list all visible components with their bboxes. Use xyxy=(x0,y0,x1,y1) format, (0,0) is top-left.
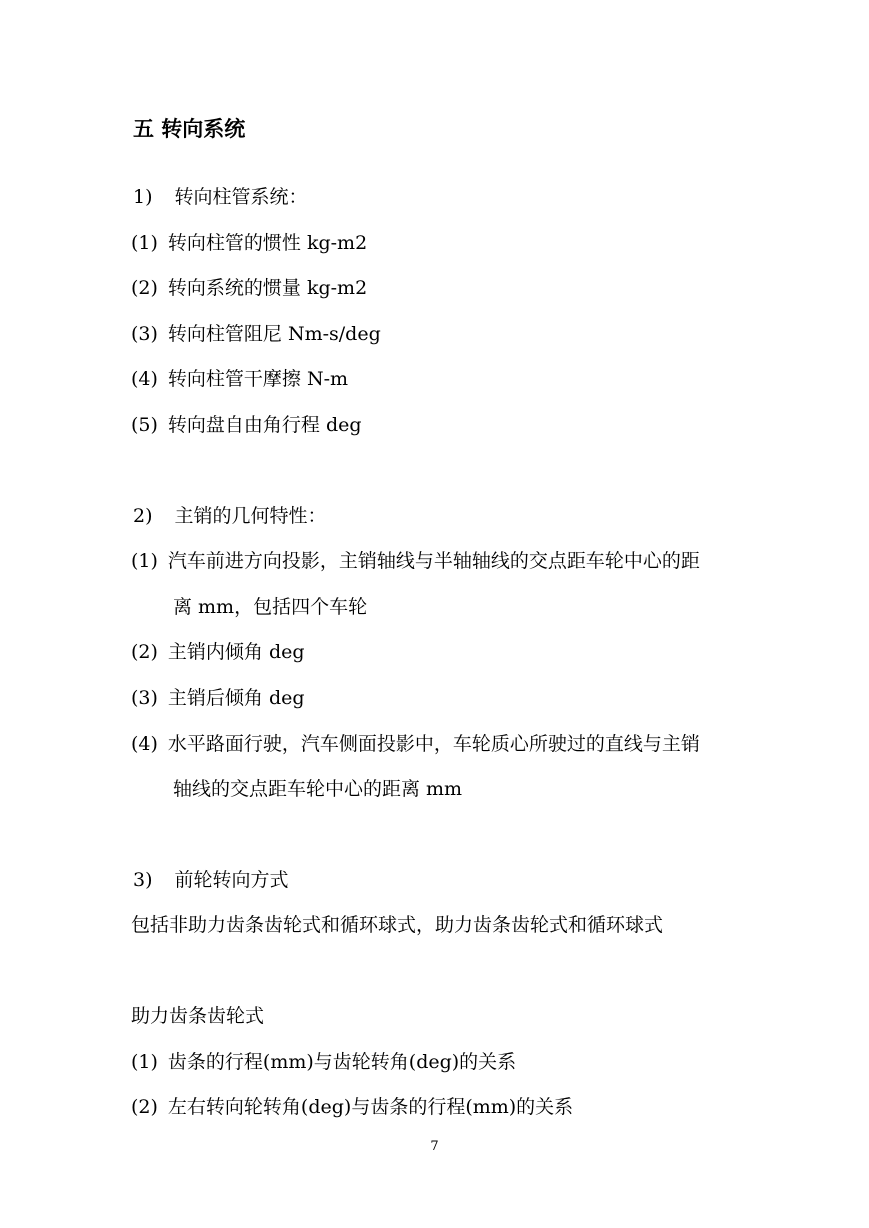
list-item-text: 齿条的行程(mm)与齿轮转角(deg)的关系 xyxy=(167,1051,517,1073)
list-item-text: 主销后倾角 deg xyxy=(167,687,305,709)
list-item-number: (1) xyxy=(131,550,158,572)
list-item-number: (5) xyxy=(131,414,158,436)
list-item-text: 汽车前进方向投影，主销轴线与半轴轴线的交点距车轮中心的距 xyxy=(167,550,700,572)
list-item-continuation: 轴线的交点距车轮中心的距离 mm xyxy=(173,778,463,800)
list-item xyxy=(131,413,362,437)
list-item xyxy=(131,276,367,300)
section-1-title-text: 转向柱管系统： xyxy=(174,186,308,208)
paragraph: 包括非助力齿条齿轮式和循环球式，助力齿条齿轮式和循环球式 xyxy=(131,914,664,936)
list-item-number: (2) xyxy=(131,1096,158,1118)
list-item-number: (2) xyxy=(131,641,158,663)
list-item-number: (2) xyxy=(131,277,158,299)
section-2-title-text: 主销的几何特性： xyxy=(174,505,327,527)
list-item-text: 左右转向轮转角(deg)与齿条的行程(mm)的关系 xyxy=(167,1096,574,1118)
list-item-text: 转向盘自由角行程 deg xyxy=(167,414,362,436)
page-number: 7 xyxy=(430,1139,439,1154)
list-item-text: 转向柱管的惯性 kg-m2 xyxy=(167,232,368,254)
list-item xyxy=(131,732,700,756)
list-item xyxy=(131,640,305,664)
list-item-text: 主销内倾角 deg xyxy=(167,641,305,663)
list-item-text: 水平路面行驶，汽车侧面投影中，车轮质心所驶过的直线与主销 xyxy=(167,733,700,755)
section-2-title xyxy=(133,504,327,528)
list-item xyxy=(131,367,348,391)
section-1-title xyxy=(133,185,308,209)
list-item xyxy=(131,686,305,710)
list-item-number: (4) xyxy=(131,368,158,390)
section-1-number: 1) xyxy=(133,186,153,208)
section-2-number: 2) xyxy=(133,505,153,527)
list-item-number: (3) xyxy=(131,687,158,709)
list-item-number: (3) xyxy=(131,323,158,345)
list-item xyxy=(131,549,700,573)
list-item-text: 转向柱管干摩擦 N-m xyxy=(167,368,349,390)
list-item-number: (1) xyxy=(131,232,158,254)
section-3-number: 3) xyxy=(133,869,153,891)
list-item xyxy=(131,1050,516,1074)
list-item xyxy=(131,1095,573,1119)
list-item-continuation: 离 mm，包括四个车轮 xyxy=(173,596,368,618)
list-item-text: 转向柱管阻尼 Nm-s/deg xyxy=(167,323,381,345)
list-item-number: (4) xyxy=(131,733,158,755)
section-3-title xyxy=(133,868,289,892)
subsection-title: 助力齿条齿轮式 xyxy=(131,1005,265,1027)
list-item xyxy=(131,322,381,346)
list-item-text: 转向系统的惯量 kg-m2 xyxy=(167,277,368,299)
section-heading: 五 转向系统 xyxy=(133,117,246,141)
list-item-number: (1) xyxy=(131,1051,158,1073)
section-3-title-text: 前轮转向方式 xyxy=(174,869,289,891)
list-item xyxy=(131,231,367,255)
